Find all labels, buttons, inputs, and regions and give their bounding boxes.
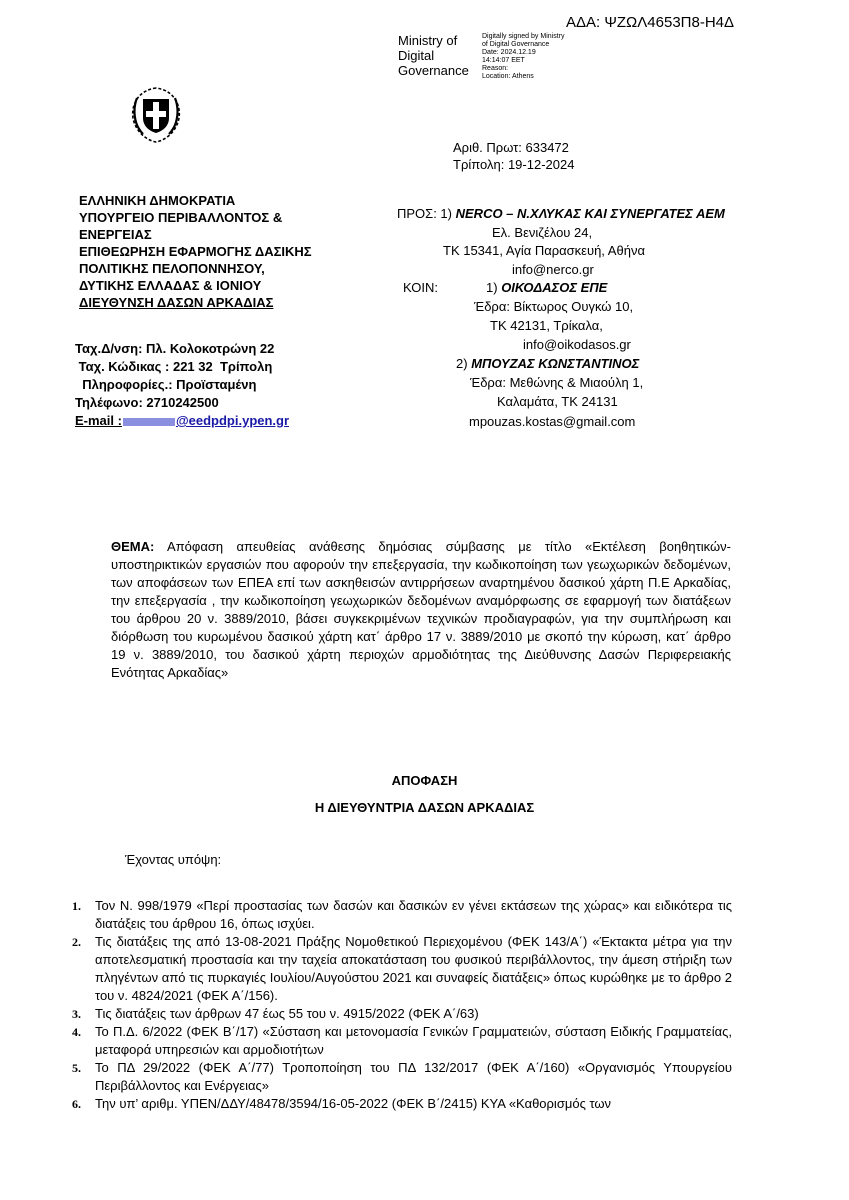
signature-meta-line: Location: Athens <box>482 73 534 80</box>
cc-2-address: Έδρα: Μεθώνης & Μιαούλη 1, <box>470 375 644 390</box>
sender-line: ΠΟΛΙΤΙΚΗΣ ΠΕΛΟΠΟΝΝΗΣΟΥ, <box>79 261 265 276</box>
contact-address: Ταχ.Δ/νση: Πλ. Κολοκοτρώνη 22 <box>75 341 275 356</box>
signature-issuer-line: Ministry of <box>398 33 458 48</box>
to-label: ΠΡΟΣ: 1) <box>397 206 452 221</box>
subject-text: Απόφαση απευθείας ανάθεσης δημόσιας σύμβασης με τίτλο «Εκτέλεση βοηθητικών-υποστηρικτικών εργασιών που αφορούν την επεξεργασία, την κωδικοποίηση των γεωχωρικών δεδομένων, των αποφάσεων των ΕΠΕΑ επί των ασκηθεισών αντιρρήσεων αναρτημένου δασικού χάρτη Π.Ε Αρκαδίας, την επεξεργασία , την κωδικοποίηση γεωχωρικών δεδομένων αναμόρφωσης σε εφαρμογή των διατάξεων του άρθρου 20 ν. 3889/2010, βάσει συγκεκριμένων τεχνικών προδιαγραφών, για την συμπλήρωση και διόρθωση του κυρωμένου δασικού χάρτη κατ΄ άρθρο 17 ν. 3889/2010 με σκοπό την κύρωση, κατ΄ άρθρο 19 ν. 3889/2010, του δασικού χάρτη περιοχών αρμοδιότητας της Διεύθυνσης Δασών Περιφερειακής Ενότητας Αρκαδίας» <box>111 539 731 680</box>
cc-1-email[interactable]: info@oikodasos.gr <box>523 337 631 352</box>
recipient-to-row <box>397 205 725 223</box>
cc-1-number: 1) <box>486 280 498 295</box>
list-item-text: Το ΠΔ 29/2022 (ΦΕΚ Α΄/77) Τροποποίηση του ΠΔ 132/2017 (ΦΕΚ Α΄/160) «Οργανισμός Υπουργείου Περιβάλλοντος και Ενέργειας» <box>95 1060 732 1093</box>
list-item-number: 5. <box>72 1061 81 1075</box>
signature-issuer <box>398 33 469 78</box>
list-item-number: 1. <box>72 899 81 913</box>
contact-info: Πληροφορίες.: Προϊσταμένη <box>75 377 257 392</box>
list-item-text: Τον Ν. 998/1979 «Περί προστασίας των δασών και δασικών εν γένει εκτάσεων της χώρας» και ειδικότερα τις διατάξεις του άρθρου 16, όπως ισχύει. <box>95 898 732 931</box>
signature-issuer-line: Digital <box>398 48 435 63</box>
list-item <box>72 1023 732 1059</box>
sender-line: ΕΠΙΘΕΩΡΗΣΗ ΕΦΑΡΜΟΓΗΣ ΔΑΣΙΚΗΣ <box>79 244 312 259</box>
cc-2-row <box>456 355 639 373</box>
contact-email-domain[interactable]: @eedpdpi.ypen.gr <box>175 413 290 428</box>
cc-2-email[interactable]: mpouzas.kostas@gmail.com <box>469 414 636 429</box>
list-item-number: 3. <box>72 1007 81 1021</box>
protocol-block <box>453 139 574 173</box>
cc-1-address: Έδρα: Βίκτωρος Ουγκώ 10, <box>474 299 634 314</box>
protocol-date: Τρίπολη: 19-12-2024 <box>453 157 575 172</box>
sender-block <box>79 192 312 311</box>
protocol-number: Αριθ. Πρωτ: 633472 <box>453 140 569 155</box>
signature-meta-line: 14:14:07 EET <box>482 57 525 64</box>
list-item-number: 4. <box>72 1025 81 1039</box>
contact-email-row <box>75 412 289 430</box>
signature-meta-line: of Digital Governance <box>482 41 550 48</box>
recipient-1-name: NERCO – Ν.ΧΛΥΚΑΣ ΚΑΙ ΣΥΝΕΡΓΑΤΕΣ ΑΕΜ <box>455 206 725 221</box>
recipient-1-email[interactable]: info@nerco.gr <box>512 262 594 277</box>
sender-line: ΕΛΛΗΝΙΚΗ ΔΗΜΟΚΡΑΤΙΑ <box>79 193 236 208</box>
cc-2-name: ΜΠΟΥΖΑΣ ΚΩΝΣΤΑΝΤΙΝΟΣ <box>471 356 640 371</box>
considerations-list <box>72 897 732 1113</box>
contact-postcode: Ταχ. Κώδικας : 221 32 Τρίπολη <box>75 359 273 374</box>
list-item <box>72 1005 732 1023</box>
cc-2-address: Καλαμάτα, ΤΚ 24131 <box>497 394 618 409</box>
signature-meta-line: Digitally signed by Ministry <box>482 33 565 40</box>
list-item <box>72 897 732 933</box>
list-item-text: Το Π.Δ. 6/2022 (ΦΕΚ Β΄/17) «Σύσταση και μετονομασία Γενικών Γραμματειών, σύσταση Ειδικής Γραμματείας, μεταφορά υπηρεσιών και αρμοδιοτήτων <box>95 1024 732 1057</box>
having-regard-label: Έχοντας υπόψη: <box>125 852 222 867</box>
sender-line: ΔΥΤΙΚΗΣ ΕΛΛΑΔΑΣ & ΙΟΝΙΟΥ <box>79 278 262 293</box>
contact-phone: Τηλέφωνο: 2710242500 <box>75 395 219 410</box>
sender-directorate: ΔΙΕΥΘΥΝΣΗ ΔΑΣΩΝ ΑΡΚΑΔΙΑΣ <box>79 295 274 310</box>
list-item <box>72 1059 732 1095</box>
signature-meta-line: Date: 2024.12.19 <box>482 49 536 56</box>
list-item-text: Τις διατάξεις της από 13-08-2021 Πράξης Νομοθετικού Περιεχομένου (ΦΕΚ 143/Α΄) «Έκτακτα μέτρα για την αποτελεσματική προστασία και την ταχεία αποκατάσταση του φυσικού περιβάλλοντος, την άμεση στήριξη των πληγέντων από τις πυρκαγιές Ιουλίου/Αυγούστου 2021 και συναφείς διατάξεις» όπως κυρώθηκε με το άρθρο 2 του ν. 4824/2021 (ΦΕΚ Α΄/156). <box>95 934 732 1003</box>
director-title: Η ΔΙΕΥΘΥΝΤΡΙΑ ΔΑΣΩΝ ΑΡΚΑΔΙΑΣ <box>314 800 535 815</box>
cc-label: ΚΟΙΝ: <box>403 280 438 295</box>
email-label: E-mail : <box>75 413 122 428</box>
list-item-text: Την υπ’ αριθμ. ΥΠΕΝ/ΔΔΥ/48478/3594/16-05-2022 (ΦΕΚ Β΄/2415) ΚΥΑ «Καθορισμός των <box>95 1096 612 1111</box>
subject-label: ΘΕΜΑ: <box>111 539 155 554</box>
signature-issuer-line: Governance <box>398 63 469 78</box>
subject-paragraph <box>111 538 731 682</box>
cc-1-name: ΟΙΚΟΔΑΣΟΣ ΕΠΕ <box>501 280 608 295</box>
decision-title: ΑΠΟΦΑΣΗ <box>391 773 458 788</box>
cc-2-number: 2) <box>456 356 468 371</box>
sender-line: ΕΝΕΡΓΕΙΑΣ <box>79 227 152 242</box>
list-item-number: 6. <box>72 1097 81 1111</box>
contact-block <box>75 340 289 430</box>
redaction-block <box>123 418 175 426</box>
list-item <box>72 933 732 1005</box>
list-item <box>72 1095 732 1113</box>
recipient-1-address: ΤΚ 15341, Αγία Παρασκευή, Αθήνα <box>443 243 645 258</box>
recipient-1-address: Ελ. Βενιζέλου 24, <box>492 225 593 240</box>
cc-1-row <box>486 279 607 297</box>
list-item-text: Τις διατάξεις των άρθρων 47 έως 55 του ν. 4915/2022 (ΦΕΚ Α΄/63) <box>95 1006 479 1021</box>
cc-1-address: ΤΚ 42131, Τρίκαλα, <box>490 318 603 333</box>
ada-number: ΑΔΑ: ΨΖΩΛ4653Π8-Η4Δ <box>566 14 735 31</box>
signature-meta-line: Reason: <box>482 65 509 72</box>
list-item-number: 2. <box>72 935 81 949</box>
signature-meta <box>482 33 564 81</box>
hellenic-coat-of-arms-icon <box>125 84 187 146</box>
sender-line: ΥΠΟΥΡΓΕΙΟ ΠΕΡΙΒΑΛΛΟΝΤΟΣ & <box>79 210 283 225</box>
